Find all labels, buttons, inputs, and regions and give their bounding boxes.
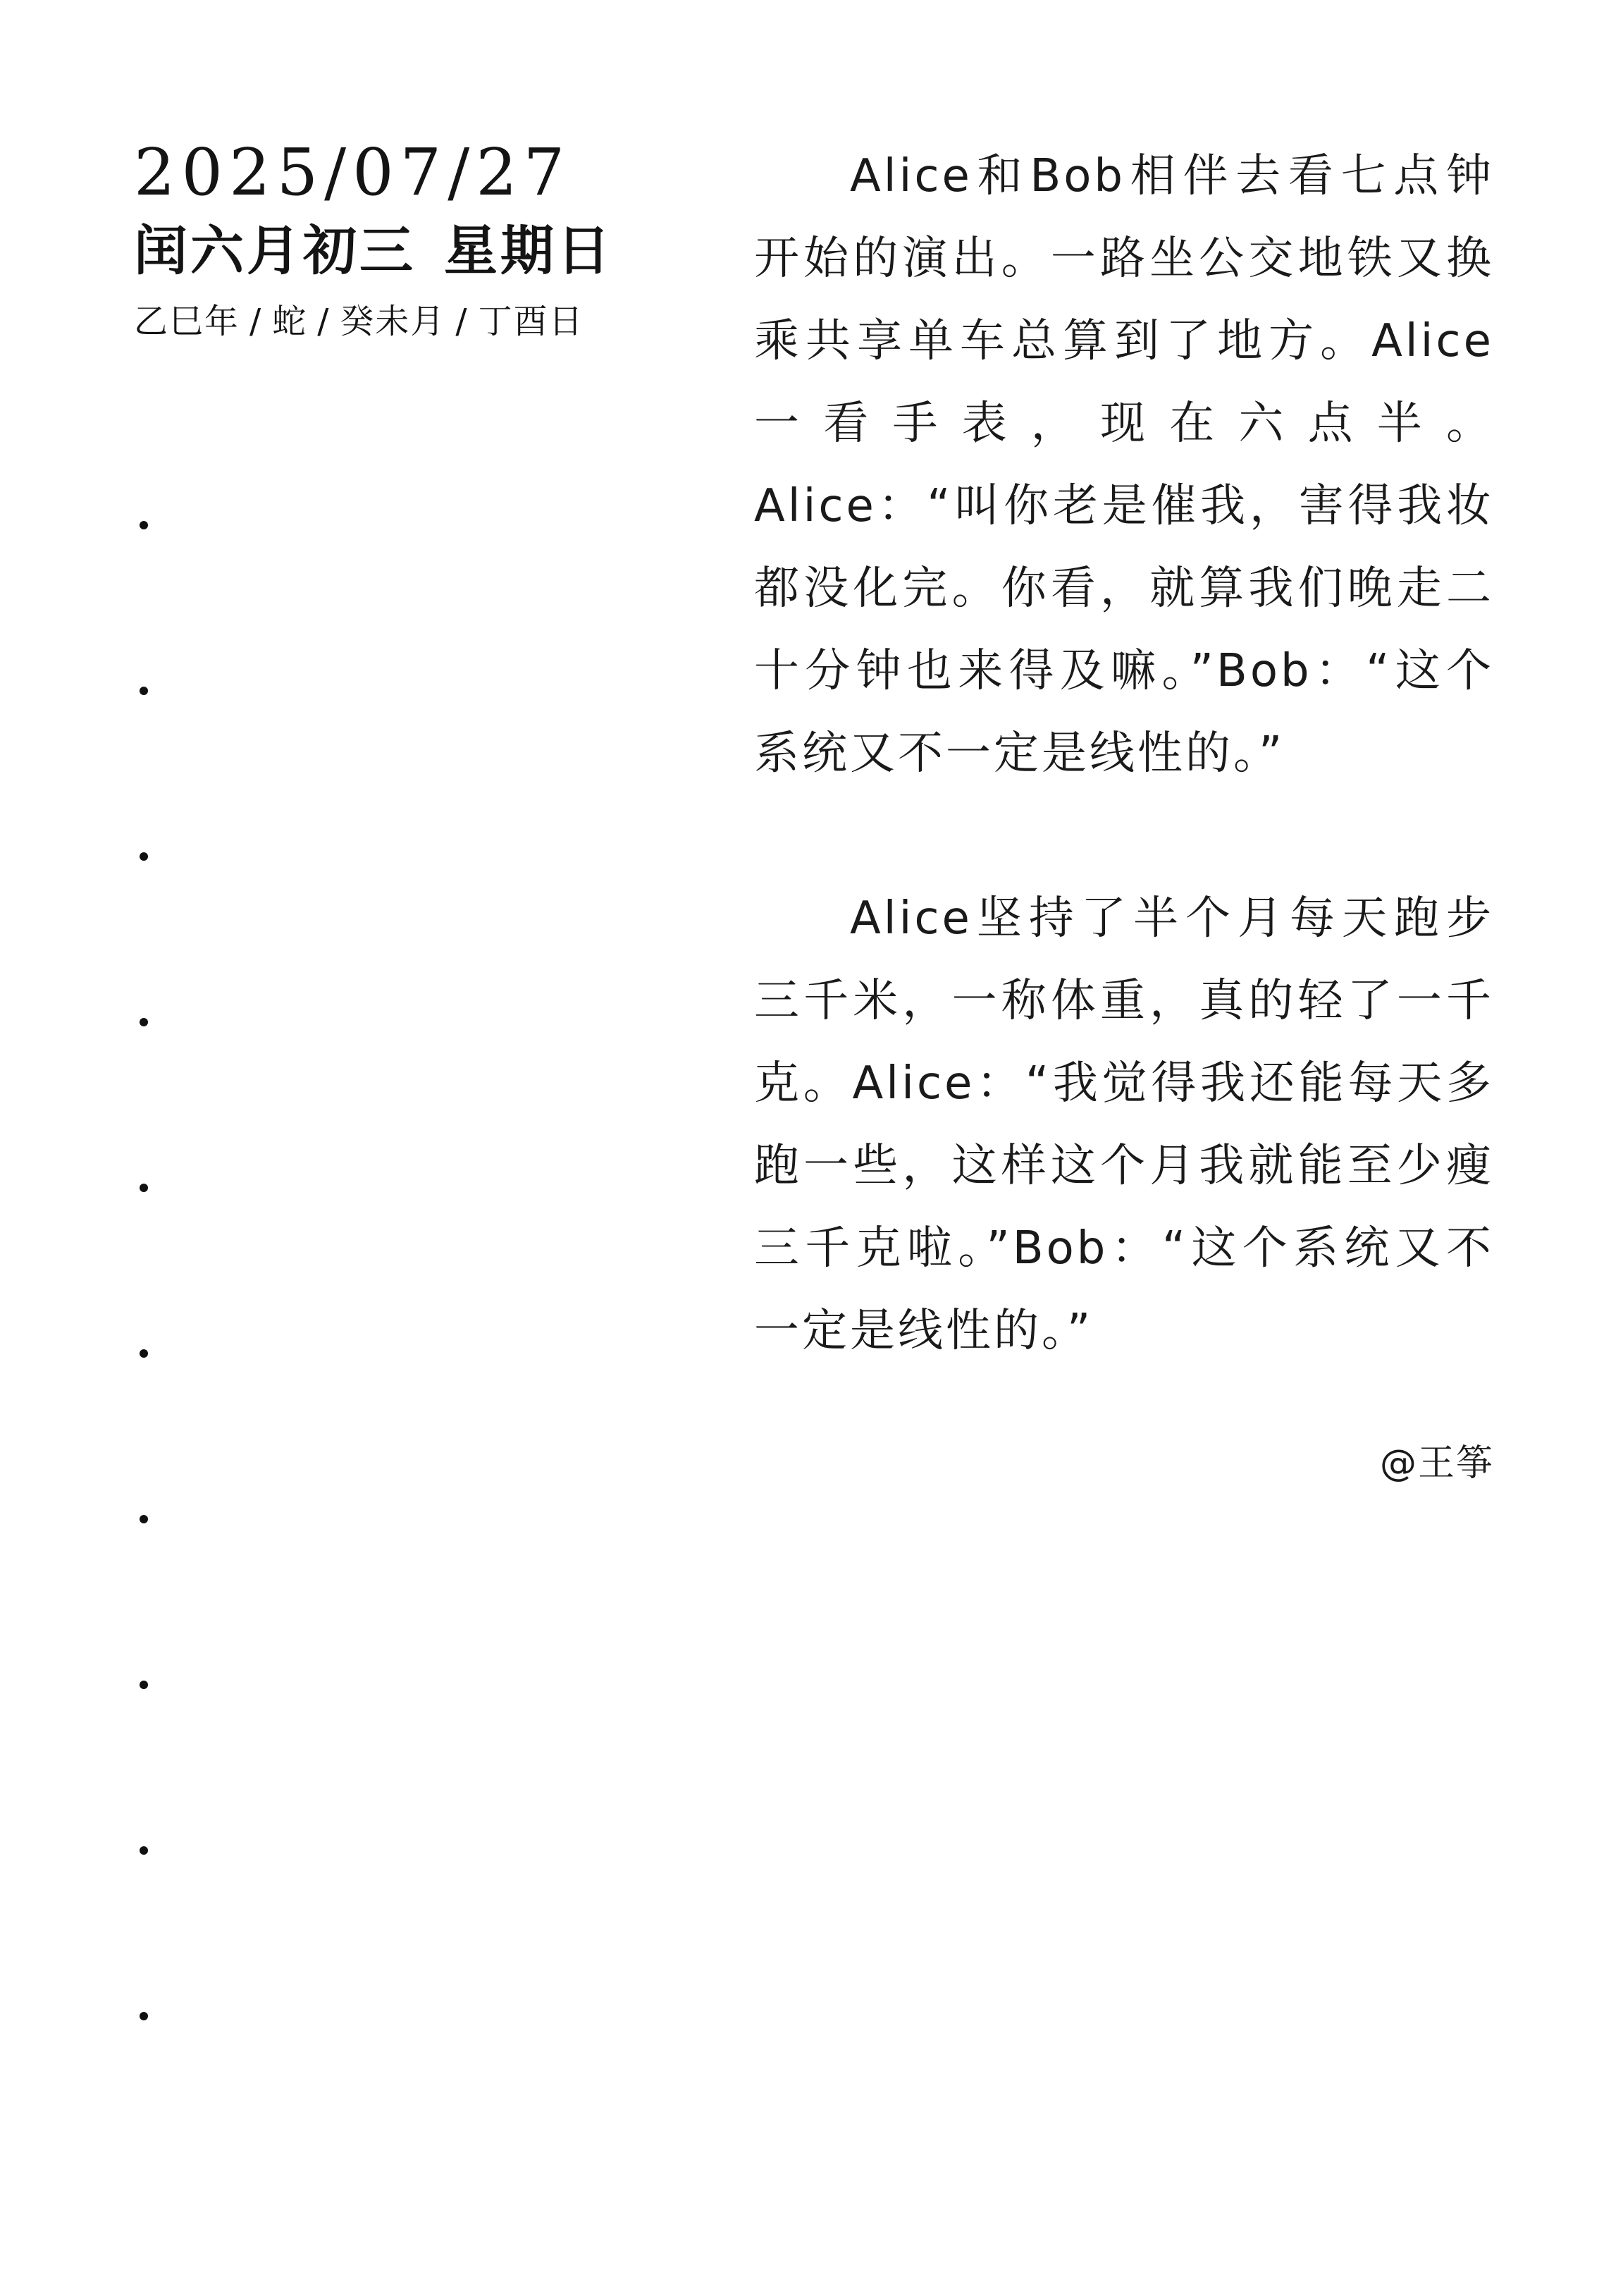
ganzhi-line (134, 299, 669, 344)
story-text (754, 135, 1494, 1488)
ganzhi-month: 癸未月 (340, 302, 446, 341)
ganzhi-separator: / (249, 302, 263, 341)
weekday: 星期日 (444, 219, 613, 282)
ganzhi-year: 乙巳年 (134, 302, 240, 341)
bullet-dot (140, 852, 148, 861)
bullet-dot (140, 1349, 148, 1358)
paragraph: Alice坚持了半个月每天跑步三千米，一称体重，真的轻了一千克。Alice：“我觉得我还能每天多跑一些，这样这个月我就能至少瘦三千克啦。”Bob：“这个系统又不一定是线性的。” (754, 892, 1494, 1357)
ganzhi-zodiac: 蛇 (272, 302, 308, 341)
paragraph: Alice和Bob相伴去看七点钟开始的演出。一路坐公交地铁又换乘共享单车总算到了地方。Alice一看手表，现在六点半。Alice：“叫你老是催我，害得我妆都没化完。你看，就算我们晚走二十分钟也来得及嘛。”Bob：“这个系统又不一定是线性的。” (754, 150, 1494, 780)
ganzhi-separator: / (455, 302, 469, 341)
author-signature: @王筝 (1379, 1442, 1494, 1485)
bullet-dot (140, 1681, 148, 1689)
bullet-dot (140, 1515, 148, 1523)
lunar-date-line (134, 216, 669, 286)
date-text: 2025/07/27 (134, 135, 572, 210)
bullet-dot (140, 521, 148, 529)
bullet-column (140, 0, 154, 2296)
ganzhi-day: 丁酉日 (478, 302, 584, 341)
bullet-dot (140, 2012, 148, 2020)
bullet-dot (140, 1846, 148, 1855)
bullet-dot (140, 1018, 148, 1026)
ganzhi-separator: / (317, 302, 331, 341)
lunar-date: 闰六月初三 (134, 219, 416, 282)
date-header (134, 134, 669, 344)
bullet-dot (140, 687, 148, 695)
bullet-dot (140, 1184, 148, 1192)
